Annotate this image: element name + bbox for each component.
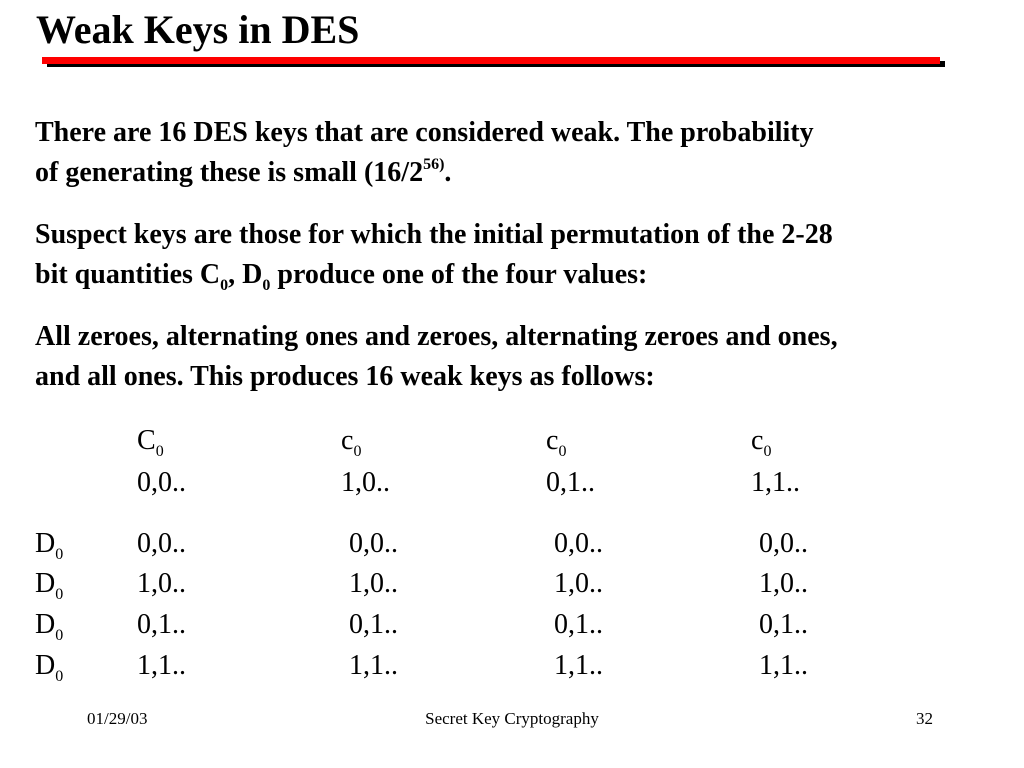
- table-cell: 0,1..: [349, 609, 398, 640]
- subscript: 0: [353, 443, 362, 460]
- subscript: 0: [763, 443, 772, 460]
- text: bit quantities C: [35, 259, 221, 290]
- paragraph-line: [35, 153, 1020, 193]
- paragraph-line: Suspect keys are those for which the initial permutation of the 2-28: [35, 219, 833, 250]
- text: produce one of the four values:: [270, 259, 648, 290]
- subscript: 0: [220, 277, 229, 294]
- table-cell: 1,0..: [349, 568, 398, 599]
- row-label-text: D: [35, 528, 56, 559]
- subscript: 0: [558, 443, 567, 460]
- paragraph-suspect-keys: [35, 215, 1020, 295]
- column-header-value: 0,1..: [546, 467, 595, 498]
- paragraph-weak-keys: [35, 113, 1020, 193]
- title-underline: [42, 57, 940, 64]
- table-cell: 0,0..: [349, 528, 398, 559]
- table-cell: 1,0..: [759, 568, 808, 599]
- subscript: 0: [262, 277, 271, 294]
- row-label: [35, 527, 63, 561]
- text: .: [444, 157, 452, 188]
- table-cell: 1,1..: [759, 650, 808, 681]
- table-cell: 0,1..: [554, 609, 603, 640]
- column-header: [546, 424, 566, 458]
- subscript: 0: [55, 546, 64, 563]
- footer-title: Secret Key Cryptography: [425, 709, 599, 728]
- column-header-value: 1,0..: [341, 467, 390, 498]
- header-label: c: [751, 425, 764, 456]
- subscript: 0: [55, 668, 64, 685]
- paragraph-line: All zeroes, alternating ones and zeroes, alternating zeroes and ones,: [35, 321, 838, 352]
- row-label-text: D: [35, 609, 56, 640]
- table-cell: 1,0..: [554, 568, 603, 599]
- paragraph-line: [35, 255, 1020, 295]
- table-cell: 0,1..: [759, 609, 808, 640]
- table-cell: 1,1..: [349, 650, 398, 681]
- table-cell: 0,0..: [759, 528, 808, 559]
- row-label: [35, 567, 63, 601]
- paragraph-all-zeroes: [35, 317, 1020, 397]
- header-label: C: [137, 425, 156, 456]
- subscript: 0: [55, 586, 64, 603]
- superscript: 56): [423, 156, 445, 173]
- text: of generating these is small (16/2: [35, 157, 424, 188]
- table-cell: 0,0..: [554, 528, 603, 559]
- paragraph-line: There are 16 DES keys that are considered weak. The probability: [35, 117, 814, 148]
- text: , D: [228, 259, 263, 290]
- row-label-text: D: [35, 650, 56, 681]
- row-label: [35, 649, 63, 683]
- column-header: [137, 424, 164, 458]
- header-label: c: [546, 425, 559, 456]
- footer-date: 01/29/03: [87, 709, 148, 728]
- table-cell: 1,1..: [137, 650, 186, 681]
- column-header: [751, 424, 771, 458]
- column-header-value: 1,1..: [751, 467, 800, 498]
- column-header-value: 0,0..: [137, 467, 186, 498]
- header-label: c: [341, 425, 354, 456]
- column-header: [341, 424, 361, 458]
- page-number: 32: [916, 709, 933, 728]
- subscript: 0: [155, 443, 164, 460]
- row-label-text: D: [35, 568, 56, 599]
- paragraph-line: and all ones. This produces 16 weak keys as follows:: [35, 361, 655, 392]
- table-cell: 1,0..: [137, 568, 186, 599]
- subscript: 0: [55, 627, 64, 644]
- table-cell: 0,0..: [137, 528, 186, 559]
- table-cell: 1,1..: [554, 650, 603, 681]
- table-cell: 0,1..: [137, 609, 186, 640]
- slide-title: Weak Keys in DES: [36, 7, 360, 52]
- row-label: [35, 608, 63, 642]
